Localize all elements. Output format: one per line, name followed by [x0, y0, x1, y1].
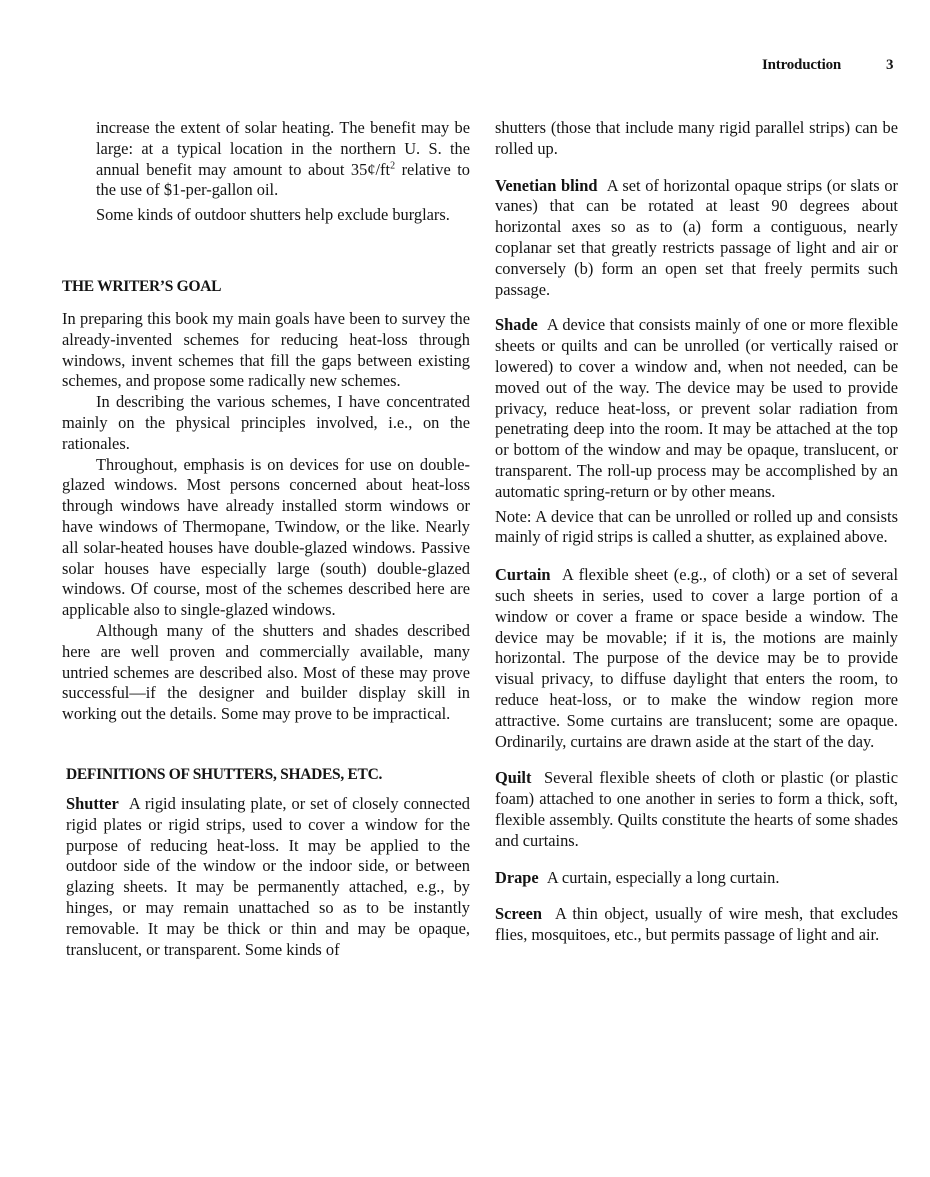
- definition-shade: [495, 315, 898, 502]
- goal-paragraph-4: Although many of the shutters and shades described here are well proven and commercially available, many untried schemes are described also. Most of these may prove successful—if the designer and builder display skill in working out the details. Some may prove to be impractical.: [62, 620, 470, 724]
- definition-drape-text: A curtain, especially a long curtain.: [546, 867, 780, 887]
- page-number: 3: [886, 57, 894, 73]
- definition-screen: [495, 904, 898, 946]
- intro-paragraph-1-text: increase the extent of solar heating. The benefit may be large: at a typical location in the northern U. S. the annual benefit may amount to about 35¢/ft: [96, 118, 470, 179]
- term-screen: Screen: [495, 904, 543, 924]
- right-column: [495, 118, 898, 946]
- intro-paragraph-2: Some kinds of outdoor shutters help exclude burglars.: [96, 205, 450, 225]
- definition-screen-text: A thin object, usually of wire mesh, that excludes flies, mosquitoes, etc., but permits passage of light and air.: [495, 904, 898, 945]
- writers-goal-heading: THE WRITER’S GOAL: [62, 277, 222, 295]
- term-venetian-blind: Venetian blind: [495, 175, 598, 195]
- definition-quilt-text: Several flexible sheets of cloth or plastic (or plastic foam) attached to one another in series to form a thick, soft, flexible assembly. Quilts constitute the hearts of some shades and curtains.: [495, 768, 898, 850]
- definition-venetian-blind-text: A set of horizontal opaque strips (or slats or vanes) that can be rotated at least 90 degrees about horizontal axes so as to (a) form a contiguous, nearly coplanar set that greatly restricts passage of light and air or conversely (b) form an open set that freely permits such passage.: [495, 175, 898, 299]
- definitions-heading: DEFINITIONS OF SHUTTERS, SHADES, ETC.: [66, 765, 383, 783]
- term-drape: Drape: [495, 867, 539, 887]
- definition-curtain-text: A flexible sheet (e.g., of cloth) or a set of several such sheets in series, used to cover a large portion of a window or cover a frame or space beside a window. The device may be movable; if it is, the motions are mainly horizontal. The purpose of the device may be to provide visual privacy, to diffuse daylight that enters the room, to reduce heat-loss, or to make the window region more attractive. Some curtains are translucent; some are opaque. Ordinarily, curtains are drawn aside at the start of the day.: [495, 565, 899, 751]
- running-header: [0, 57, 930, 77]
- goal-paragraph-2: In describing the various schemes, I have concentrated mainly on the physical principles involved, i.e., on the rationales.: [62, 392, 470, 453]
- goal-paragraph-3: Throughout, emphasis is on devices for use on double-glazed windows. Most persons concerned about heat-loss through windows have already installed storm windows or have windows of Thermopane, Twindow, or the like. Nearly all solar-heated houses have double-glazed windows. Passive solar houses have especially large (south) double-glazed windows. Of course, most of the schemes described here are applicable also to single-glazed windows.: [62, 454, 470, 620]
- note-paragraph: Note: A device that can be unrolled or rolled up and consists mainly of rigid strips is called a shutter, as explained above.: [495, 506, 898, 547]
- definition-shade-text: A device that consists mainly of one or more flexible sheets or quilts and can be unrolled (or vertically raised or lowered) to cover a window and, when not needed, can be moved out of the way. The device may be used to provide privacy, reduce heat-loss, or prevent solar radiation from penetrating deep into the room. It may be attached at the top or bottom of the window and may be opaque, translucent, or transparent. The roll-up process may be accomplished by an automatic spring-return or by other means.: [495, 315, 898, 501]
- definition-curtain: [495, 565, 898, 752]
- shutter-continuation: shutters (those that include many rigid parallel strips) can be rolled up.: [495, 118, 898, 158]
- definition-shutter-text: A rigid insulating plate, or set of closely connected rigid plates or rigid strips, used to cover a window for the purpose of reducing heat-loss. It may be applied to the outdoor side of the window or the indoor side, or between glazing sheets. It may be permanently attached, e.g., by hinges, or may remain unattached so as to be instantly removable. It may be thick or thin and may be opaque, translucent, or transparent. Some kinds of: [66, 793, 470, 959]
- definition-drape: [495, 868, 898, 889]
- definition-quilt: [495, 768, 898, 851]
- term-curtain: Curtain: [495, 565, 551, 585]
- definition-shutter: [66, 794, 470, 960]
- intro-paragraph-1-end: relative to the use of $1-per-gallon oil.: [96, 159, 471, 200]
- superscript: 2: [390, 160, 396, 172]
- intro-paragraph-1: [96, 118, 470, 201]
- term-shutter: Shutter: [66, 793, 119, 813]
- term-shade: Shade: [495, 315, 538, 335]
- running-header-title: Introduction: [762, 57, 842, 73]
- term-quilt: Quilt: [495, 768, 532, 788]
- definition-venetian-blind: [495, 176, 898, 301]
- goal-paragraph-1: In preparing this book my main goals have been to survey the already-invented schemes for reducing heat-loss through windows, invent schemes that fill the gaps between existing schemes, and propose some radically new schemes.: [62, 308, 470, 391]
- left-column: [62, 118, 470, 960]
